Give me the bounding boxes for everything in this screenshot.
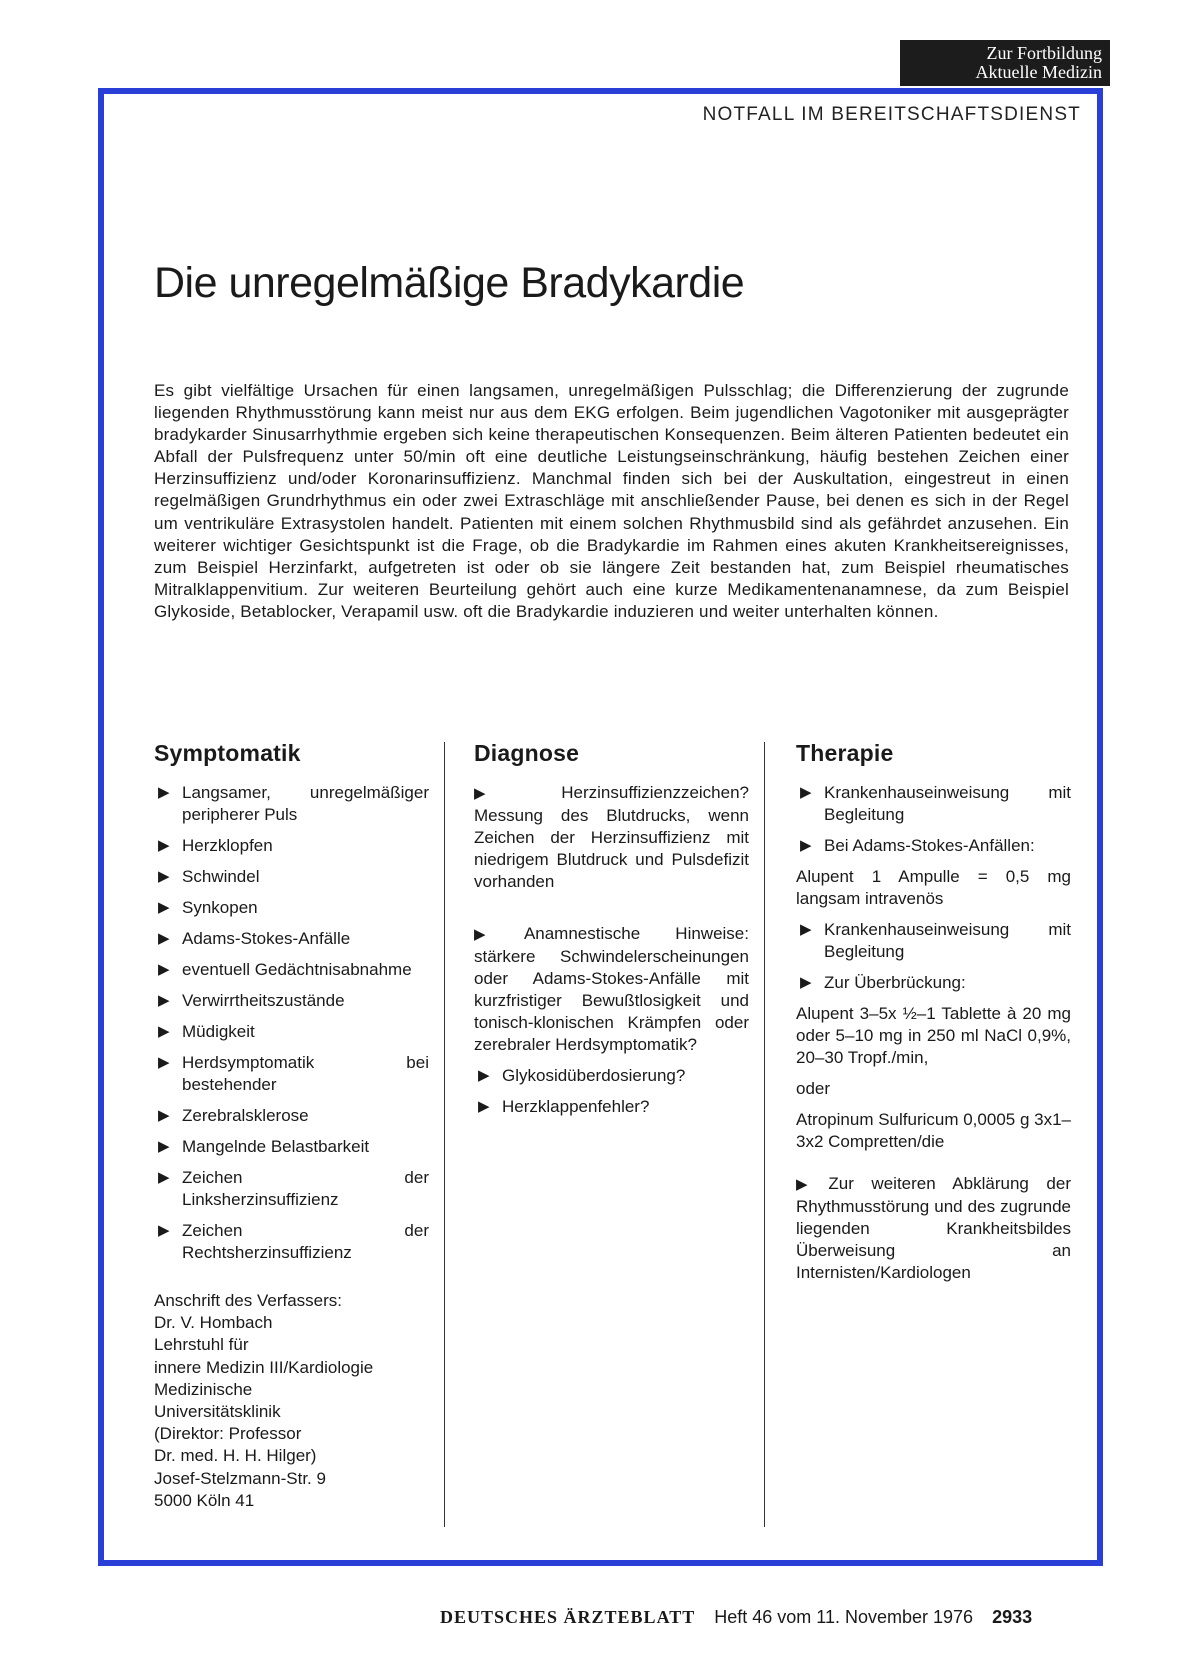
diagnose-heading: Diagnose	[474, 740, 580, 766]
list-item	[154, 835, 429, 857]
list-item-text: Langsamer, unregelmäßiger peripherer Puls	[182, 783, 429, 824]
page-number: 2933	[992, 1607, 1033, 1627]
bullet-icon: ▶	[800, 974, 812, 991]
list-item-text: Müdigkeit	[182, 1022, 255, 1041]
therapie-list	[796, 782, 1071, 857]
address-line: Dr. med. H. H. Hilger)	[154, 1446, 317, 1466]
list-item	[154, 1052, 429, 1096]
list-item	[796, 835, 1071, 857]
list-item	[796, 782, 1071, 826]
section-tag-line1: Zur Fortbildung	[986, 43, 1102, 63]
therapie-text: Zur weiteren Abklärung der Rhythmusstörung und des zugrunde liegenden Krankheitsbildes Überweisung an Internisten/Kardiologen	[796, 1174, 1071, 1282]
section-tag-line2: Aktuelle Medizin	[975, 62, 1102, 82]
list-item	[154, 782, 429, 826]
diagnose-block	[474, 782, 749, 893]
list-item	[154, 897, 429, 919]
address-line: 5000 Köln 41	[154, 1490, 255, 1510]
bullet-icon: ▶	[158, 1107, 170, 1124]
column-divider	[764, 742, 765, 1527]
bullet-icon: ▶	[158, 1023, 170, 1040]
author-address	[154, 1290, 429, 1512]
bullet-icon: ▶	[158, 784, 170, 801]
address-line: Dr. V. Hombach	[154, 1313, 273, 1333]
bullet-icon: ▶	[800, 784, 812, 801]
list-item-text: Glykosidüberdosierung?	[502, 1066, 686, 1085]
bullet-icon: ▶	[474, 926, 516, 943]
list-item	[154, 1136, 429, 1158]
list-item	[154, 1105, 429, 1127]
article-title: Die unregelmäßige Bradykardie	[154, 259, 745, 307]
therapie-text: oder	[796, 1079, 831, 1098]
symptomatik-heading: Symptomatik	[154, 740, 301, 766]
column-divider	[444, 742, 445, 1527]
page-footer	[440, 1607, 1032, 1628]
list-item	[796, 972, 1071, 994]
bullet-icon: ▶	[478, 1067, 490, 1084]
therapie-column	[796, 742, 1071, 1293]
intro-paragraph: Es gibt vielfältige Ursachen für einen langsamen, unregelmäßigen Pulsschlag; die Differenzierung der zugrunde liegenden Rhythmusstörung kann meist nur aus dem EKG erfolgen. Beim jugendlichen Vagotoniker mit ausgeprägter bradykarder Sinusarrhythmie ergeben sich keine therapeutischen Konsequenzen. Beim älteren Patienten bedeutet ein Abfall der Pulsfrequenz unter 50/min oft eine deutliche Leistungseinschränkung, häufig bestehen Zeichen einer Herzinsuffizienz und/oder Koronarinsuffizienz. Manchmal finden sich bei der Auskultation, eingestreut in einen regelmäßigen Grundrhythmus ein oder zwei Extraschläge mit anschließender Pause, bei denen es sich in der Regel um ventrikuläre Extrasystolen handelt. Patienten mit einem solchen Rhythmusbild sind als gefährdet anzusehen. Ein weiterer wichtiger Gesichtspunkt ist die Frage, ob die Bradykardie im Rahmen eines akuten Krankheitsereignisses, zum Beispiel Herzinfarkt, aufgetreten ist oder ob sie längere Zeit bestanden hat, zum Beispiel rheumatisches Mitralklappenvitium. Zur weiteren Beurteilung gehört auch eine kurze Medikamentenanamnese, da zum Beispiel Glykoside, Betablocker, Verapamil usw. oft die Bradykardie induzieren und weiter unterhalten können.	[154, 381, 1069, 621]
therapie-text: Alupent 3–5x ½–1 Tablette à 20 mg oder 5–10 mg in 250 ml NaCl 0,9%, 20–30 Tropf./min,	[796, 1004, 1071, 1067]
list-item	[154, 990, 429, 1012]
list-item-text: Krankenhauseinweisung mit Begleitung	[824, 783, 1071, 824]
list-item-text: Zeichen der Linksherzinsuffizienz	[182, 1168, 429, 1209]
bullet-icon: ▶	[158, 868, 170, 885]
diagnose-block	[474, 923, 749, 1056]
list-item-text: Krankenhauseinweisung mit Begleitung	[824, 920, 1071, 961]
symptomatik-column	[154, 742, 429, 1512]
bullet-icon: ▶	[158, 837, 170, 854]
bullet-icon: ▶	[478, 1098, 490, 1115]
list-item-text: Verwirrtheitszustände	[182, 991, 345, 1010]
therapie-block	[796, 1173, 1071, 1284]
diagnose-text: Herzinsuffizienzzeichen? Messung des Blutdrucks, wenn Zeichen der Herzinsuffizienz mit niedrigem Blutdruck und Pulsdefizit vorhanden	[474, 783, 749, 891]
symptom-list	[154, 782, 429, 1264]
list-item	[474, 1065, 749, 1087]
list-item-text: Herdsymptomatik bei bestehender	[182, 1053, 429, 1094]
list-item-text: Adams-Stokes-Anfälle	[182, 929, 351, 948]
address-line: Medizinische	[154, 1379, 253, 1399]
list-item	[474, 1096, 749, 1118]
list-item	[154, 1167, 429, 1211]
list-item	[796, 919, 1071, 963]
therapie-list	[796, 919, 1071, 994]
list-item	[154, 928, 429, 950]
address-line: Universitätsklinik	[154, 1402, 281, 1422]
bullet-icon: ▶	[158, 899, 170, 916]
list-item-text: Synkopen	[182, 898, 258, 917]
list-item-text: Zur Überbrückung:	[824, 973, 966, 992]
therapie-text: Atropinum Sulfuricum 0,0005 g 3x1–3x2 Compretten/die	[796, 1110, 1071, 1151]
article-frame	[98, 88, 1103, 1566]
bullet-icon: ▶	[158, 1054, 170, 1071]
list-item-text: Zeichen der Rechtsherzinsuffizienz	[182, 1221, 429, 1262]
list-item-text: Schwindel	[182, 867, 260, 886]
kicker: NOTFALL IM BEREITSCHAFTSDIENST	[702, 104, 1081, 125]
address-line: Anschrift des Verfassers:	[154, 1291, 343, 1310]
list-item-text: Herzklappenfehler?	[502, 1097, 650, 1116]
therapie-text: Alupent 1 Ampulle = 0,5 mg langsam intravenös	[796, 867, 1071, 908]
issue-info: Heft 46 vom 11. November 1976	[714, 1607, 974, 1627]
list-item-text: Bei Adams-Stokes-Anfällen:	[824, 836, 1035, 855]
list-item-text: Herzklopfen	[182, 836, 273, 855]
list-item	[154, 1220, 429, 1264]
list-item-text: Zerebralsklerose	[182, 1106, 309, 1125]
diagnose-column	[474, 742, 749, 1127]
diagnose-list	[474, 1065, 749, 1118]
list-item-text: eventuell Gedächtnisabnahme	[182, 960, 412, 979]
list-item-text: Mangelnde Belastbarkeit	[182, 1137, 370, 1156]
bullet-icon: ▶	[800, 921, 812, 938]
list-item	[154, 866, 429, 888]
bullet-icon: ▶	[800, 837, 812, 854]
list-item	[154, 959, 429, 981]
list-item	[154, 1021, 429, 1043]
bullet-icon: ▶	[158, 1138, 170, 1155]
section-tag	[900, 40, 1110, 86]
bullet-icon: ▶	[158, 1222, 170, 1239]
bullet-icon: ▶	[158, 1169, 170, 1186]
therapie-heading: Therapie	[796, 740, 894, 766]
bullet-icon: ▶	[796, 1176, 821, 1193]
diagnose-text: Anamnestische Hinweise: stärkere Schwindelerscheinungen oder Adams-Stokes-Anfälle mit kurzfristiger Bewußtlosigkeit und tonisch-klonischen Krämpfen oder zerebraler Herdsymptomatik?	[474, 924, 749, 1054]
address-line: innere Medizin III/Kardiologie	[154, 1357, 374, 1377]
address-line: Lehrstuhl für	[154, 1335, 249, 1355]
bullet-icon: ▶	[158, 992, 170, 1009]
journal-name: DEUTSCHES ÄRZTEBLATT	[440, 1607, 696, 1627]
address-line: Josef-Stelzmann-Str. 9	[154, 1468, 326, 1488]
bullet-icon: ▶	[158, 930, 170, 947]
bullet-icon: ▶	[158, 961, 170, 978]
bullet-icon: ▶	[474, 785, 554, 802]
address-line: (Direktor: Professor	[154, 1424, 302, 1444]
